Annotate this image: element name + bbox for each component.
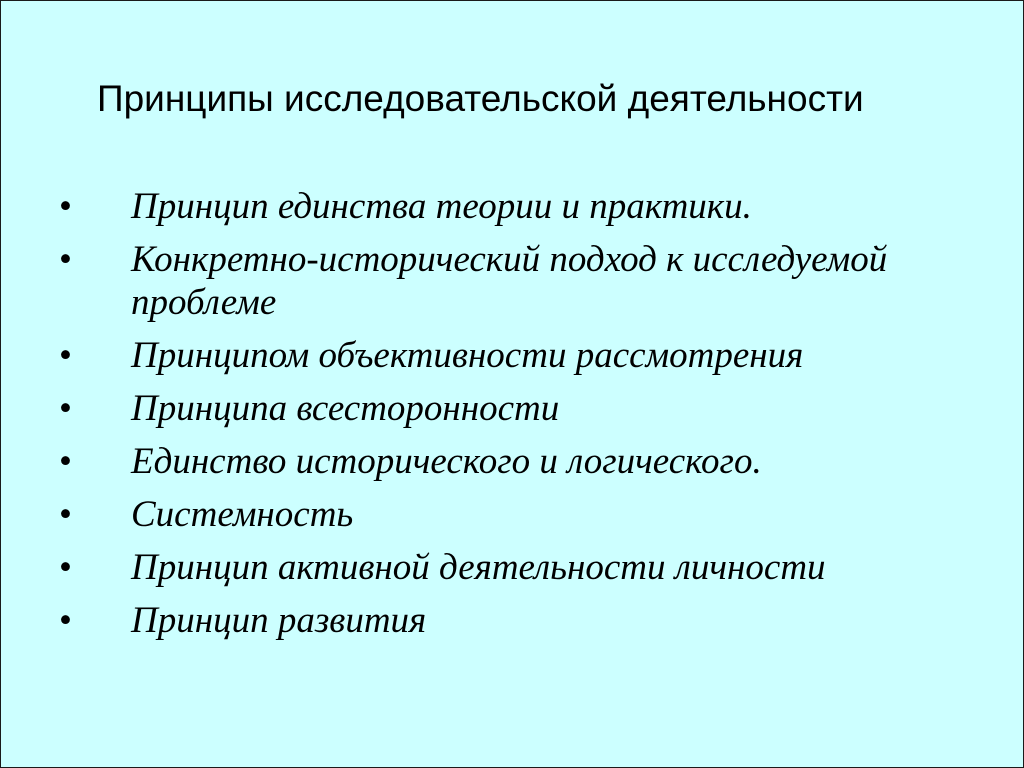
list-item-text: Системность — [131, 494, 354, 535]
slide-title: Принципы исследовательской деятельности — [97, 78, 864, 119]
list-item — [59, 334, 979, 377]
list-item — [59, 440, 979, 483]
list-item-text: Принцип активной деятельности личности — [131, 547, 826, 588]
list-item — [59, 546, 979, 589]
bullet-icon: • — [59, 494, 72, 535]
bullet-icon: • — [59, 335, 72, 376]
list-item — [59, 238, 979, 324]
bullet-icon: • — [59, 186, 72, 227]
bullet-icon: • — [59, 441, 72, 482]
list-item — [59, 387, 979, 430]
list-item — [59, 599, 979, 642]
list-item-text: Конкретно-исторический подход к исследуемой проблеме — [131, 239, 888, 323]
list-item-text: Единство исторического и логического. — [131, 441, 762, 482]
list-item — [59, 493, 979, 536]
bullet-icon: • — [59, 239, 72, 280]
list-item-text: Принципом объективности рассмотрения — [131, 335, 804, 376]
bullet-icon: • — [59, 547, 72, 588]
list-item — [59, 185, 979, 228]
bullet-list — [59, 185, 979, 652]
list-item-text: Принцип развития — [131, 600, 427, 641]
list-item-text: Принципа всесторонности — [131, 388, 560, 429]
bullet-icon: • — [59, 600, 72, 641]
bullet-icon: • — [59, 388, 72, 429]
list-item-text: Принцип единства теории и практики. — [131, 186, 752, 227]
